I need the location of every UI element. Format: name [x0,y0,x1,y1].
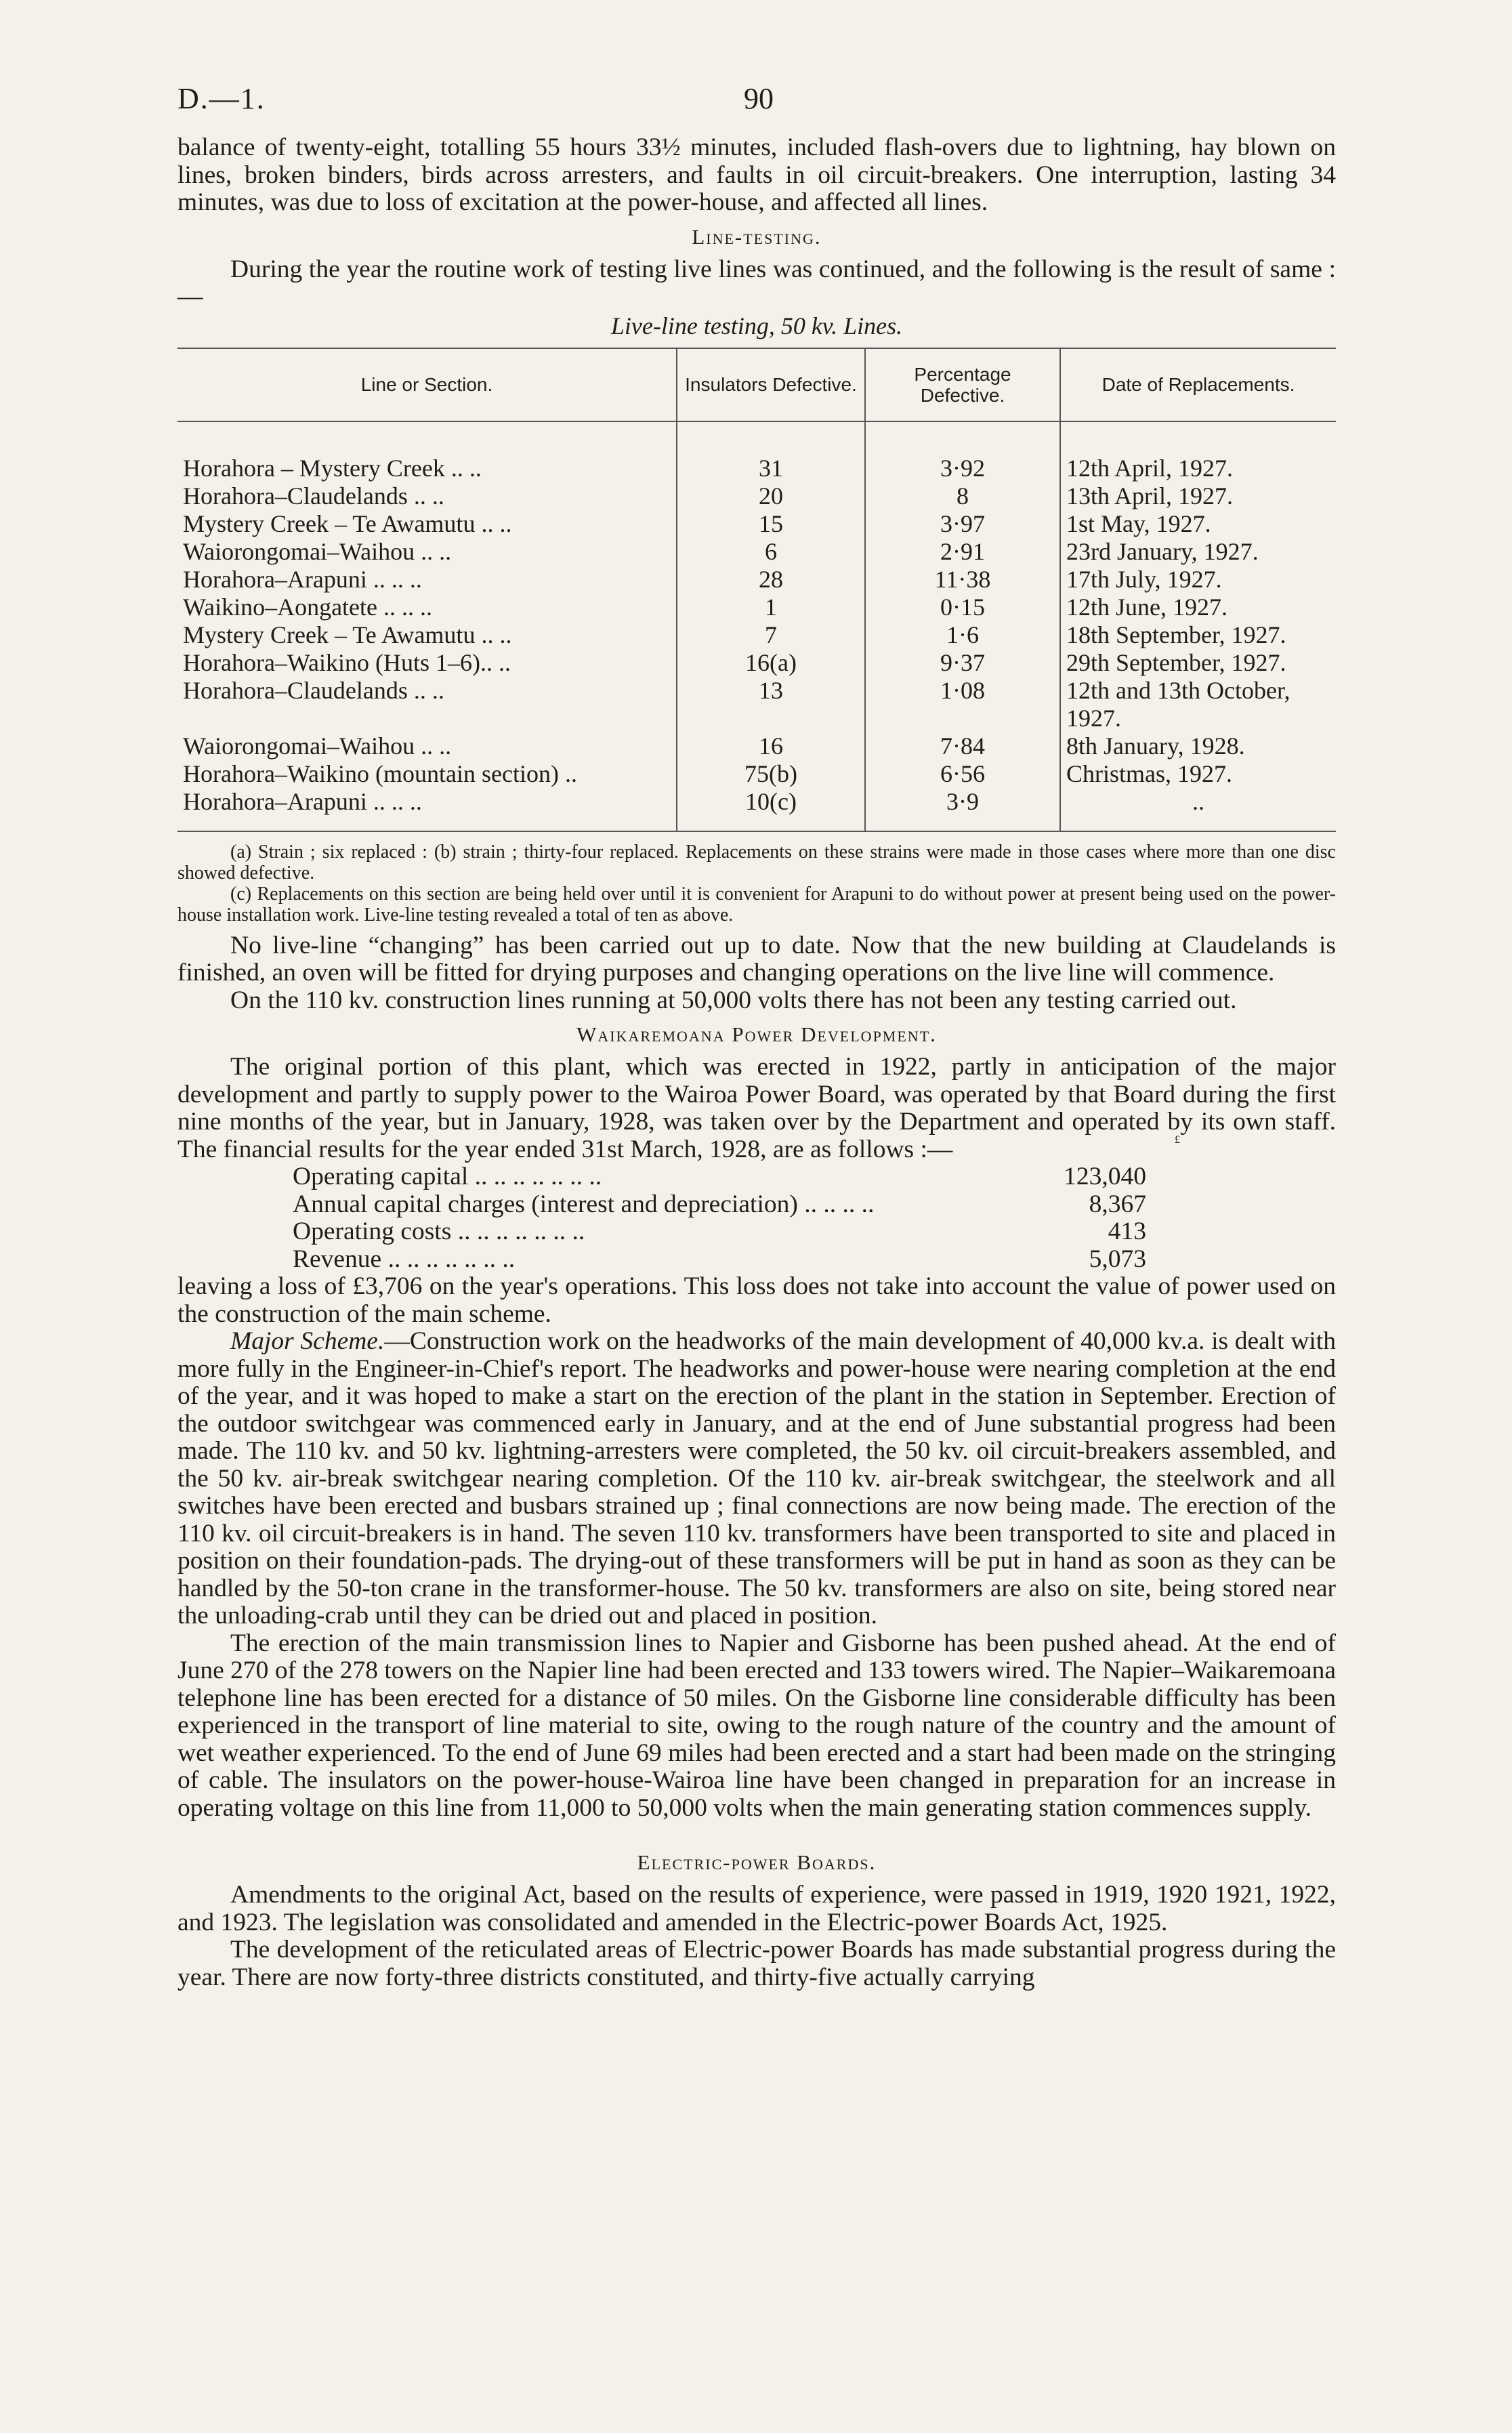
cell-line: Horahora–Waikino (mountain section) .. [183,760,577,787]
financial-value: 5,073 [1089,1245,1146,1273]
table-row [177,538,1336,566]
major-scheme-label: Major Scheme. [230,1327,385,1355]
table-row [177,621,1336,649]
financial-label: Revenue .. .. .. .. .. .. .. [293,1245,516,1273]
line-testing-heading: Line-testing. [692,224,822,249]
cell-line: Horahora–Arapuni .. .. .. [183,565,422,593]
financial-value: 413 [1108,1218,1146,1245]
cell-percentage: 3·97 [865,510,1060,538]
table-row [177,482,1336,510]
table-row [177,788,1336,831]
table-row [177,594,1336,621]
financial-label: Operating capital .. .. .. .. .. .. .. [293,1163,602,1190]
cell-insulators: 28 [677,566,865,594]
cell-insulators: 31 [677,421,865,482]
cell-percentage: 11·38 [865,566,1060,594]
cell-insulators: 75(b) [677,760,865,788]
column-header-date: Date of Replacements. [1060,348,1336,421]
footnote-a-b: (a) Strain ; six replaced : (b) strain ; thirty-four replaced. Replacements on these strains were made in those cases where more than one disc showed defective. [177,841,1336,883]
document-reference: D.—1. [177,82,266,115]
financial-row [293,1246,1146,1274]
cell-percentage: 8 [865,482,1060,510]
cell-line: Mystery Creek – Te Awamutu .. .. [183,621,512,648]
live-line-testing-table [177,348,1336,832]
construction-lines-paragraph: On the 110 kv. construction lines running at 50,000 volts there has not been any testing carried out. [230,986,1237,1014]
currency-symbol: £ [1175,1134,1180,1146]
live-line-changing-paragraph: No live-line “changing” has been carried out up to date. Now that the new building at Claudelands is finished, an oven will be fitted for drying purposes and changing operations on the live line will commence. [177,931,1336,986]
waikaremoana-heading: Waikaremoana Power Development. [576,1022,937,1046]
table-row [177,677,1336,732]
table-footnotes [177,841,1336,926]
financial-results [293,1163,1146,1273]
financial-value: 8,367 [1089,1190,1146,1218]
cell-date: 8th January, 1928. [1060,732,1336,760]
table-header-row [177,348,1336,421]
cell-date: 12th and 13th October, 1927. [1060,677,1336,732]
cell-date: 23rd January, 1927. [1060,538,1336,566]
table-row [177,760,1336,788]
cell-date: 17th July, 1927. [1060,566,1336,594]
cell-date: Christmas, 1927. [1060,760,1336,788]
financial-row [293,1218,1146,1246]
financial-label: Annual capital charges (interest and depreciation) .. .. .. .. [293,1190,875,1218]
line-testing-paragraph: During the year the routine work of testing live lines was continued, and the following is the result of same :— [177,255,1336,310]
cell-line: Horahora–Claudelands .. .. [183,676,444,704]
cell-insulators: 16(a) [677,649,865,677]
cell-insulators: 20 [677,482,865,510]
cell-line: Waiorongomai–Waihou .. .. [183,537,452,565]
table-row [177,732,1336,760]
page-body [177,134,1336,1991]
table-row [177,510,1336,538]
transmission-paragraph: The erection of the main transmission lines to Napier and Gisborne has been pushed ahead. At the end of June 270 of the 278 towers on the Napier line had been erected and 133 towers wired. The Napier–Waikaremoana telephone line has been erected for a distance of 50 miles. On the Gisborne line considerable difficulty has been experienced in the transport of line material to site, owing to the rough nature of the country and the amount of wet weather experienced. To the end of June 69 miles had been erected and a start had been made on the stringing of cable. The insulators on the power-house-Wairoa line have been changed in preparation for an increase in operating voltage on this line from 11,000 to 50,000 volts when the main generating station commences supply. [177,1629,1336,1822]
cell-line: Waiorongomai–Waihou .. .. [183,732,452,760]
cell-percentage: 1·6 [865,621,1060,649]
cell-percentage: 3·92 [865,421,1060,482]
cell-line: Horahora–Waikino (Huts 1–6).. .. [183,648,511,676]
cell-insulators: 7 [677,621,865,649]
major-scheme-paragraph [177,1328,1336,1630]
cell-date: 12th April, 1927. [1060,421,1336,482]
cell-line: Horahora–Arapuni .. .. .. [177,788,677,831]
cell-percentage: 6·56 [865,760,1060,788]
table-title: Live-line testing, 50 kv. Lines. [610,312,903,339]
cell-line: Mystery Creek – Te Awamutu .. .. [183,510,512,537]
cell-percentage: 2·91 [865,538,1060,566]
cell-insulators: 1 [677,594,865,621]
waikaremoana-paragraph: The original portion of this plant, which was erected in 1922, partly in anticipation of the major development and partly to supply power to the Wairoa Power Board, was operated by that Board during the first nine months of the year, but in January, 1928, was taken over by the Department and operated by its own staff. The financial results for the year ended 31st March, 1928, are as follows :— [177,1053,1336,1163]
page-number: 90 [744,82,774,115]
cell-insulators: 13 [677,677,865,732]
cell-percentage: 7·84 [865,732,1060,760]
cell-percentage: 1·08 [865,677,1060,732]
cell-insulators: 10(c) [677,788,865,831]
cell-date: .. [1060,788,1336,831]
cell-percentage: 0·15 [865,594,1060,621]
financial-value: 123,040 [1064,1163,1146,1190]
cell-percentage: 3·9 [865,788,1060,831]
cell-insulators: 16 [677,732,865,760]
cell-date: 12th June, 1927. [1060,594,1336,621]
cell-date: 13th April, 1927. [1060,482,1336,510]
table-row [177,421,1336,482]
cell-date: 18th September, 1927. [1060,621,1336,649]
cell-insulators: 15 [677,510,865,538]
major-scheme-text: —Construction work on the headworks of the main development of 40,000 kv.a. is dealt with more fully in the Engineer-in-Chief's report. The headworks and power-house were nearing completion at the end of the year, and it was hoped to make a start on the erection of the plant in the station in September. Erection of the outdoor switchgear was commenced early in January, and at the end of June substantial progress had been made. The 110 kv. and 50 kv. lightning-arresters were completed, the 50 kv. oil circuit-breakers assembled, and the 50 kv. air-break switchgear nearing completion. Of the 110 kv. air-break switchgear, the steelwork and all switches have been erected and busbars strained up ; final connections are now being made. The erection of the 110 kv. oil circuit-breakers is in hand. The seven 110 kv. transformers have been transported to site and placed in position on their foundation-pads. The drying-out of these transformers will be put in hand as soon as they can be handled by the 50-ton crane in the transformer-house. The 50 kv. transformers are also on site, being stored near the unloading-crab until they can be dried out and placed in position. [177,1327,1336,1629]
column-header-line: Line or Section. [177,348,677,421]
footnote-c: (c) Replacements on this section are being held over until it is convenient for Arapuni to do without power at present being used on the power-house installation work. Live-line testing revealed a total of ten as above. [177,883,1336,926]
table-row [177,566,1336,594]
cell-line: Waikino–Aongatete .. .. .. [183,593,433,621]
loss-paragraph: leaving a loss of £3,706 on the year's operations. This loss does not take into account the value of power used on the construction of the main scheme. [177,1272,1336,1328]
column-header-insulators: Insulators Defective. [677,348,865,421]
electric-boards-heading: Electric-power Boards. [637,1850,877,1874]
development-paragraph: The development of the reticulated areas of Electric-power Boards has made substantial progress during the year. There are now forty-three districts constituted, and thirty-five actually carrying [177,1936,1336,1991]
cell-percentage: 9·37 [865,649,1060,677]
cell-line: Horahora–Claudelands .. .. [183,482,444,510]
cell-line: Horahora – Mystery Creek .. .. [183,454,482,482]
cell-date: 1st May, 1927. [1060,510,1336,538]
intro-paragraph: balance of twenty-eight, totalling 55 hours 33½ minutes, included flash-overs due to lightning, hay blown on lines, broken binders, birds across arresters, and faults in oil circuit-breakers. One interruption, lasting 34 minutes, was due to loss of excitation at the power-house, and affected all lines. [177,133,1336,216]
table-row [177,649,1336,677]
cell-insulators: 6 [677,538,865,566]
amendments-paragraph: Amendments to the original Act, based on the results of experience, were passed in 1919, 1920 1921, 1922, and 1923. The legislation was consolidated and amended in the Electric-power Boards Act, 1925. [177,1881,1336,1936]
financial-row [293,1191,1146,1219]
financial-row [293,1163,1146,1191]
cell-date: 29th September, 1927. [1060,649,1336,677]
column-header-percentage: Percentage Defective. [865,348,1060,421]
financial-label: Operating costs .. .. .. .. .. .. .. [293,1218,585,1245]
